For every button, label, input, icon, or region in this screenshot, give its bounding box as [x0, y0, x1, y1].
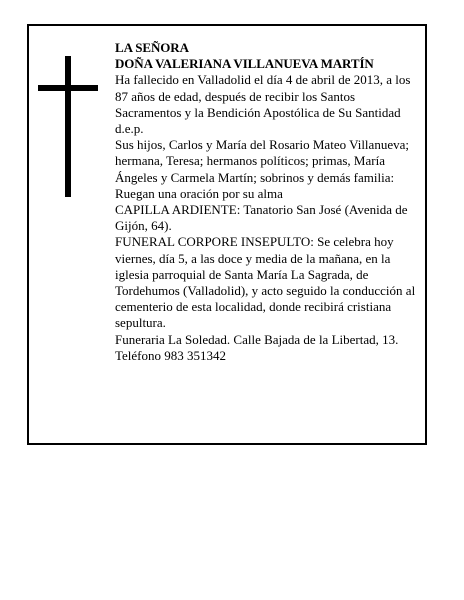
latin-cross-icon: [38, 56, 98, 197]
funeral-home-contact: Funeraria La Soledad. Calle Bajada de la Libertad, 13. Teléfono 983 351342: [115, 331, 399, 363]
prayer-request: Ruegan una oración por su alma: [115, 185, 283, 201]
death-announcement: Ha fallecido en Valladolid el día 4 de abril de 2013, a los 87 años de edad, después de recibir los Santos Sacramentos y la Bendición Apostólica de Su Santidad d.e.p.: [115, 72, 411, 137]
cross-horizontal-bar: [38, 85, 98, 91]
funeral-details: FUNERAL CORPORE INSEPULTO: Se celebra hoy viernes, día 5, a las doce y media de la mañana, en la iglesia parroquial de Santa María La Sagrada, de Tordehumos (Valladolid), y acto seguido la conducción al cementerio de esta localidad, donde recibirá cristiana sepultura.: [115, 234, 416, 331]
obituary-text: [115, 40, 420, 364]
deceased-title: LA SEÑORA: [115, 40, 189, 55]
deceased-name: DOÑA VALERIANA VILLANUEVA MARTÍN: [115, 56, 374, 72]
wake-location: CAPILLA ARDIENTE: Tanatorio San José (Avenida de Gijón, 64).: [115, 202, 408, 234]
family-list: Sus hijos, Carlos y María del Rosario Mateo Villanueva; hermana, Teresa; hermanos políticos; primas, María Ángeles y Carmela Martín; sobrinos y demás familia:: [115, 137, 409, 185]
cross-vertical-bar: [65, 56, 71, 197]
